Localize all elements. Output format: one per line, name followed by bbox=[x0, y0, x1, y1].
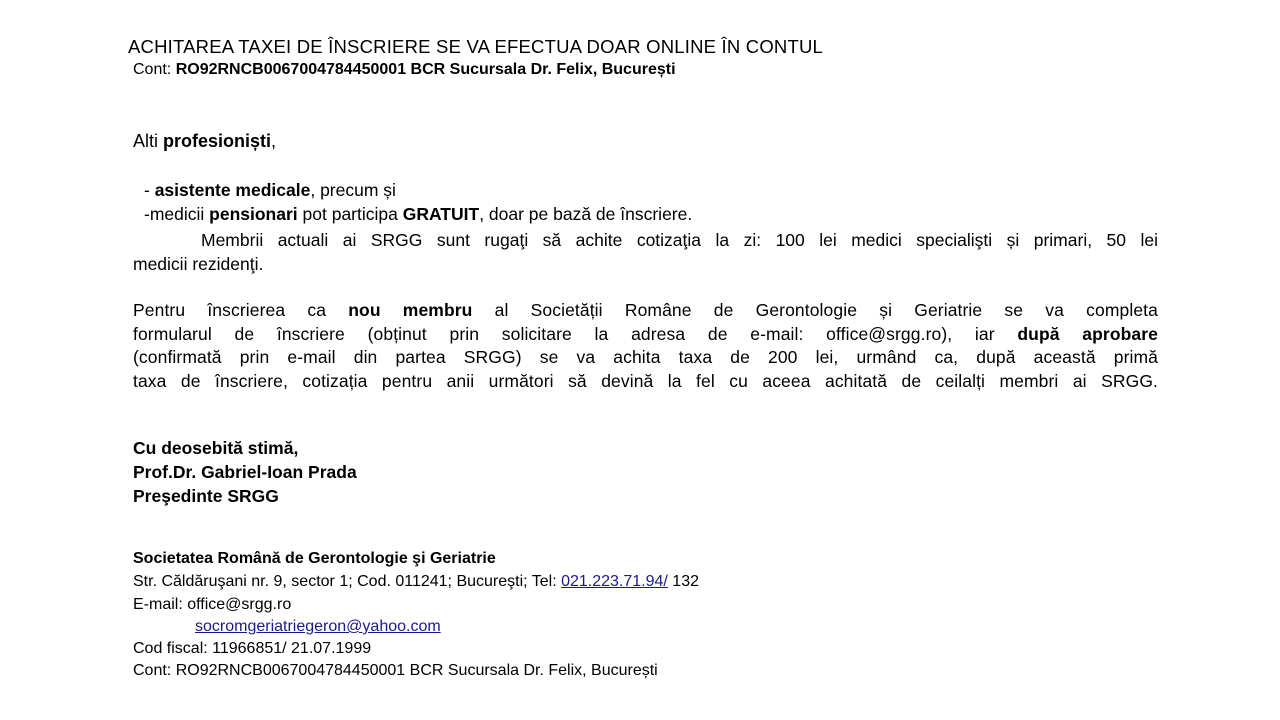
page-title: ACHITAREA TAXEI DE ÎNSCRIERE SE VA EFECTUA DOAR ONLINE ÎN CONTUL bbox=[128, 36, 824, 57]
intro-suffix: , bbox=[271, 131, 277, 151]
phone-link[interactable]: 021.223.71.94/ bbox=[561, 573, 668, 590]
account-label: Cont: bbox=[133, 61, 172, 78]
item2-suffix: , doar pe bază de înscriere. bbox=[479, 204, 693, 224]
others-item-retired bbox=[144, 204, 692, 225]
others-item-nurses bbox=[144, 180, 396, 201]
item1-prefix: - bbox=[144, 180, 155, 200]
new-member-line-4: taxa de înscriere, cotizația pentru anii următori să devină la fel cu aceea achitată de ceilalți membri ai SRGG. bbox=[133, 370, 1158, 391]
item1-bold: asistente medicale bbox=[154, 180, 311, 200]
new-member-line-2: formularul de înscriere (obținut prin solicitare la adresa de e-mail: office@srgg.ro), iar după aprobare bbox=[133, 323, 1158, 344]
new-member-paragraph bbox=[133, 299, 1158, 393]
item2-bold2: GRATUIT bbox=[402, 204, 480, 224]
new-member-line-1: Pentru înscrierea ca nou membru al Societății Române de Gerontologie și Geriatrie se va completa bbox=[133, 300, 1158, 320]
header-account-line bbox=[133, 61, 676, 79]
address-text: Str. Căldăruşani nr. 9, sector 1; Cod. 011241; Bucureşti; Tel: bbox=[133, 573, 562, 590]
footer-fiscal: Cod fiscal: 11966851/ 21.07.1999 bbox=[133, 640, 372, 657]
item2-bold: pensionari bbox=[209, 204, 298, 224]
phone-ext: 132 bbox=[667, 573, 699, 590]
account-number: RO92RNCB0067004784450001 BCR Sucursala Dr. Felix, București bbox=[175, 61, 676, 78]
intro-text: Alti bbox=[133, 131, 164, 151]
others-intro bbox=[133, 131, 276, 152]
item1-suffix: , precum și bbox=[310, 180, 396, 200]
members-paragraph bbox=[133, 229, 1158, 276]
members-line-1: Membrii actuali ai SRGG sunt rugaţi să achite cotizaţia la zi: 100 lei medici specialişti și primari, 50 lei bbox=[201, 230, 1158, 250]
item2-prefix: -medicii bbox=[144, 204, 210, 224]
intro-bold: profesioniști bbox=[163, 131, 272, 151]
members-line-2: medicii rezidenţi. bbox=[133, 253, 264, 274]
footer-account: Cont: RO92RNCB0067004784450001 BCR Sucursala Dr. Felix, București bbox=[133, 662, 658, 679]
footer-address bbox=[133, 573, 699, 591]
footer-org: Societatea Română de Gerontologie şi Geriatrie bbox=[133, 550, 496, 567]
signature-closing: Cu deosebită stimă, bbox=[133, 438, 299, 458]
new-member-line-3: (confirmată prin e-mail din partea SRGG) se va achita taxa de 200 lei, urmând ca, după această primă bbox=[133, 347, 1158, 367]
item2-mid: pot participa bbox=[297, 204, 403, 224]
signature-role: Preşedinte SRGG bbox=[133, 486, 279, 506]
signature-name: Prof.Dr. Gabriel-Ioan Prada bbox=[133, 462, 357, 482]
footer-email: E-mail: office@srgg.ro bbox=[133, 596, 292, 613]
footer-email-2-link[interactable]: socromgeriatriegeron@yahoo.com bbox=[195, 618, 441, 635]
